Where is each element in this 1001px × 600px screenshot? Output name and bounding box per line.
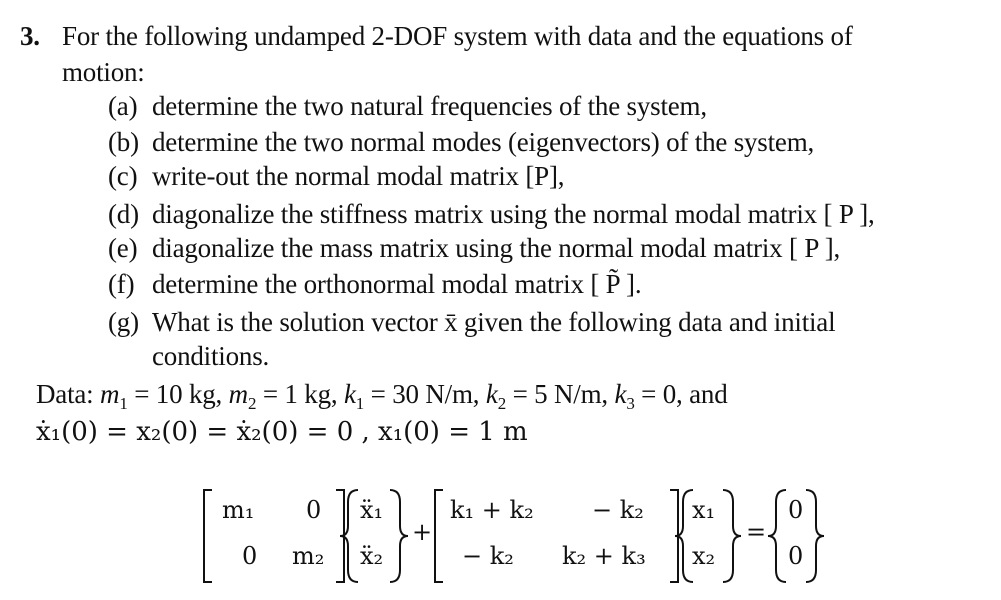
disp-x1: x₁ bbox=[692, 496, 716, 524]
item-f-label: (f) bbox=[108, 269, 135, 299]
rhs-brace-right bbox=[806, 490, 824, 582]
item-f-text: determine the orthonormal modal matrix [ P̃ ]. bbox=[152, 269, 642, 299]
mass-m21: 0 bbox=[242, 542, 258, 570]
item-g-continuation: conditions. bbox=[152, 341, 270, 371]
k1-value: = 30 N/m, bbox=[364, 379, 480, 409]
equals-sign: = bbox=[746, 518, 767, 546]
stiff-k21: − k₂ bbox=[462, 542, 514, 570]
k2-subscript: 2 bbox=[497, 394, 507, 413]
equation-of-motion bbox=[198, 486, 838, 586]
disp-x2: x₂ bbox=[692, 542, 716, 570]
k2-value: = 5 N/m, bbox=[506, 379, 608, 409]
plus-sign: + bbox=[412, 518, 433, 546]
data-line bbox=[36, 378, 728, 420]
accel-brace-left bbox=[340, 490, 358, 582]
stiff-k11: k₁ + k₂ bbox=[450, 496, 534, 524]
k1-subscript: 1 bbox=[355, 394, 365, 413]
k2-symbol: k bbox=[485, 379, 498, 409]
stiff-k22: k₂ + k₃ bbox=[562, 542, 646, 570]
rhs-0-top: 0 bbox=[788, 496, 804, 524]
initial-conditions: ẋ₁(0) = x₂(0) = ẋ₂(0) = 0 , x₁(0) = 1 m bbox=[36, 417, 528, 447]
k1-symbol: k bbox=[344, 379, 356, 409]
problem-number: 3. bbox=[20, 21, 40, 51]
m1-symbol: m bbox=[100, 379, 120, 409]
k3-subscript: 3 bbox=[626, 394, 635, 413]
m1-value: = 10 kg, bbox=[127, 379, 223, 409]
problem-intro-line1: For the following undamped 2-DOF system with data and the equations of bbox=[62, 21, 853, 51]
item-g-text: What is the solution vector x̄ given the following data and initial bbox=[152, 307, 836, 337]
m2-symbol: m bbox=[228, 379, 248, 409]
m1-subscript: 1 bbox=[119, 394, 128, 413]
stiff-bracket-left bbox=[435, 490, 443, 582]
rhs-brace-left bbox=[768, 490, 786, 582]
mass-m22: m₂ bbox=[292, 542, 325, 570]
item-a-text: determine the two natural frequencies of the system, bbox=[152, 91, 707, 121]
k3-value: = 0, and bbox=[634, 379, 728, 409]
k3-symbol: k bbox=[614, 379, 627, 409]
item-c-text: write-out the normal modal matrix [P], bbox=[152, 161, 565, 191]
accel-x1: ẍ₁ bbox=[360, 496, 384, 524]
item-d-text: diagonalize the stiffness matrix using the normal modal matrix [ P ], bbox=[152, 199, 875, 229]
item-a-label: (a) bbox=[108, 91, 138, 121]
m2-value: = 1 kg, bbox=[256, 379, 338, 409]
item-e-label: (e) bbox=[108, 233, 138, 263]
item-e-text: diagonalize the mass matrix using the normal modal matrix [ P ], bbox=[152, 233, 841, 263]
item-g-label: (g) bbox=[108, 307, 139, 337]
item-c-label: (c) bbox=[108, 161, 138, 191]
item-b-text: determine the two normal modes (eigenvectors) of the system, bbox=[152, 127, 815, 157]
stiff-k12: − k₂ bbox=[592, 496, 644, 524]
data-prefix: Data: bbox=[36, 379, 94, 409]
item-b-label: (b) bbox=[108, 127, 139, 157]
mass-m11: m₁ bbox=[222, 496, 255, 524]
rhs-0-bottom: 0 bbox=[788, 542, 804, 570]
disp-brace-right bbox=[723, 490, 741, 582]
accel-x2: ẍ₂ bbox=[360, 542, 384, 570]
item-d-label: (d) bbox=[108, 199, 139, 229]
problem-intro-line2: motion: bbox=[62, 57, 145, 87]
mass-m12: 0 bbox=[306, 496, 322, 524]
accel-brace-right bbox=[390, 490, 408, 582]
mass-bracket-left bbox=[204, 490, 212, 582]
m2-subscript: 2 bbox=[247, 394, 257, 413]
